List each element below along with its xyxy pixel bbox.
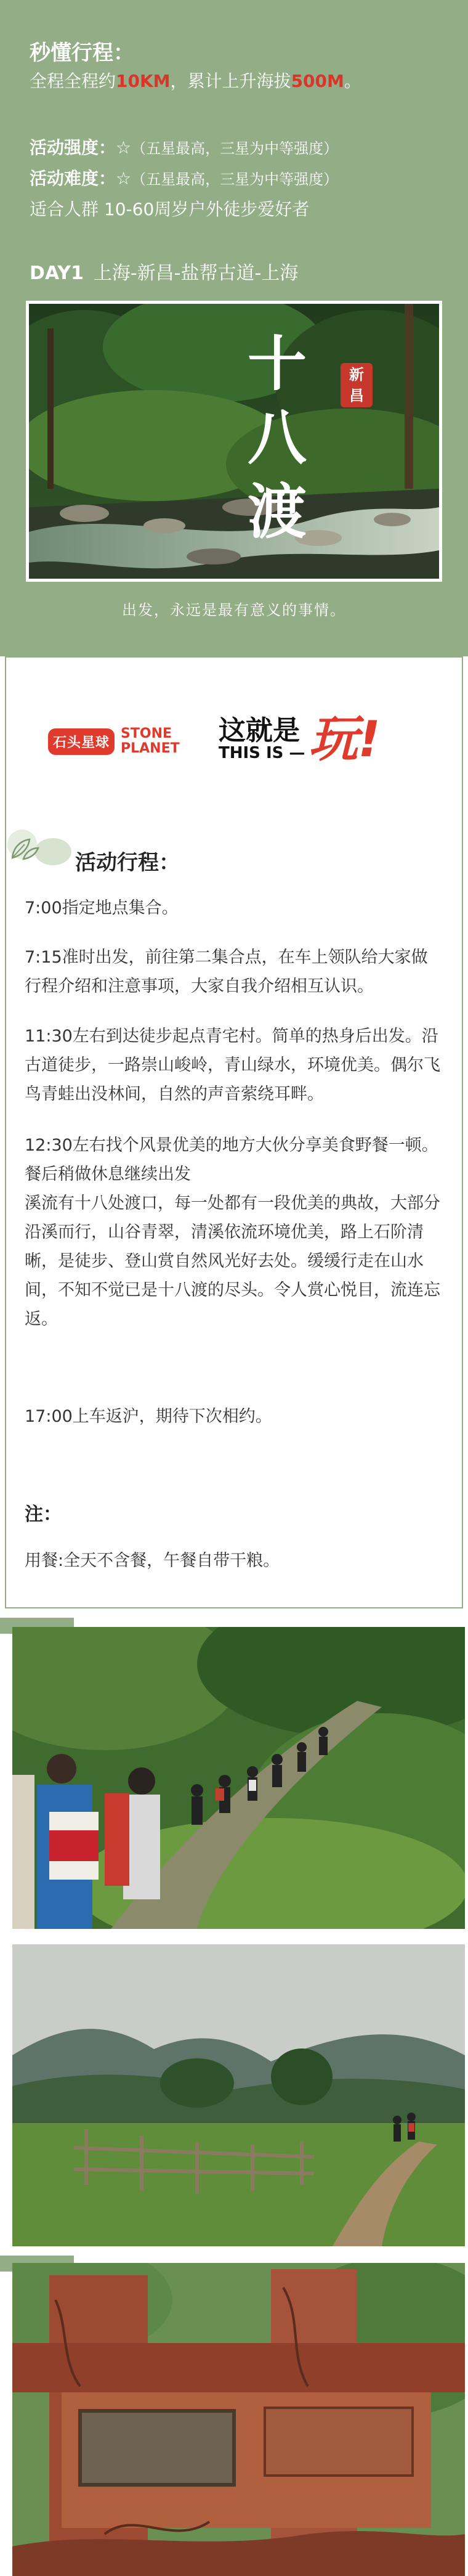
itinerary-title: 活动行程： xyxy=(75,850,180,875)
itinerary-item: 7:00指定地点集合。 xyxy=(25,899,179,918)
elevation-value: 500M xyxy=(291,71,344,91)
slogan-left xyxy=(219,717,305,762)
slogan-line-2: THIS IS — xyxy=(219,744,305,762)
logo-en-1: STONE xyxy=(121,726,172,741)
difficulty-note: （五星最高，三星为中等强度） xyxy=(131,171,339,188)
intensity-label: 活动强度： xyxy=(30,137,116,158)
logo-en xyxy=(121,727,180,756)
difficulty-stars: ☆ xyxy=(116,168,132,189)
leaf-icon xyxy=(5,826,74,871)
intensity-note: （五星最高，三星为中等强度） xyxy=(131,140,339,157)
slogan-line-1: 这就是 xyxy=(219,715,300,746)
distance-mid: ，累计上升海拔 xyxy=(170,71,291,91)
day-route: 上海-新昌-盐帮古道-上海 xyxy=(93,263,299,284)
hero-title-char: 渡 xyxy=(248,477,307,547)
hero-title-char: 十 xyxy=(248,329,307,399)
itinerary-item: 7:15准时出发，前往第二集合点，在车上领队给大家做行程介绍和注意事项，大家自我介绍相互认识。 xyxy=(25,948,428,996)
fence-mountain-photo xyxy=(12,1944,465,2246)
hero-title xyxy=(248,304,334,575)
hero-stamp-text: 新昌 xyxy=(349,366,364,404)
distance-value: 10KM xyxy=(116,71,171,91)
distance-suffix: 。 xyxy=(344,71,361,91)
fence-mountain-image xyxy=(12,1944,465,2246)
brand-slogan xyxy=(219,711,381,768)
brand-logo xyxy=(48,720,180,763)
hero-forest-stream-image xyxy=(29,304,439,579)
logo-cn: 石头星球 xyxy=(48,728,115,755)
itinerary-item: 溪流有十八处渡口，每一处都有一段优美的典故，大部分沿溪而行，山谷青翠，清溪依流环境优美，路上石阶清晰，是徒步、登山赏自然风光好去处。缓缓行走在山水间，不知不觉已是十八渡的尽头。令人赏心悦目，流连忘返。 xyxy=(25,1194,440,1329)
slogan-play: 玩! xyxy=(309,711,381,768)
itinerary-item: 11:30左右到达徒步起点青宅村。简单的热身后出发。沿古道徒步，一路崇山峻岭，青山绿水，环境优美。偶尔飞鸟青蛙出没林间，自然的声音萦绕耳畔。 xyxy=(25,1027,440,1104)
wooden-gate-image xyxy=(12,2263,465,2576)
hero-caption: 出发，永远是最有意义的事情。 xyxy=(122,601,346,619)
hikers-trail-image xyxy=(12,1627,465,1929)
hikers-trail-photo xyxy=(12,1627,465,1929)
day-row xyxy=(30,258,298,285)
hero-stamp xyxy=(341,363,373,407)
intensity-stars: ☆ xyxy=(116,137,132,158)
itinerary-item: 17:00上车返沪，期待下次相约。 xyxy=(25,1407,272,1426)
logo-en-2: PLANET xyxy=(121,741,180,756)
audience-line: 适合人群 10-60周岁户外徒步爱好者 xyxy=(30,199,310,219)
notes-text: 用餐:全天不含餐，午餐自带干粮。 xyxy=(25,1551,280,1570)
wooden-gate-photo xyxy=(12,2263,465,2576)
distance-line xyxy=(30,68,361,92)
summary-title: 秒懂行程： xyxy=(30,41,134,65)
stone-planet-logo xyxy=(48,727,180,756)
day-label: DAY1 xyxy=(30,263,84,284)
notes-title: 注： xyxy=(25,1504,62,1525)
itinerary-item: 12:30左右找个风景优美的地方大伙分享美食野餐一顿。餐后稍做休息继续出发 xyxy=(25,1136,438,1184)
difficulty-line xyxy=(30,165,338,190)
difficulty-label: 活动难度： xyxy=(30,168,116,189)
distance-prefix: 全程全程约 xyxy=(30,71,116,91)
hero-title-char: 八 xyxy=(248,403,307,473)
intensity-line xyxy=(30,134,338,159)
hero-photo xyxy=(26,301,442,582)
